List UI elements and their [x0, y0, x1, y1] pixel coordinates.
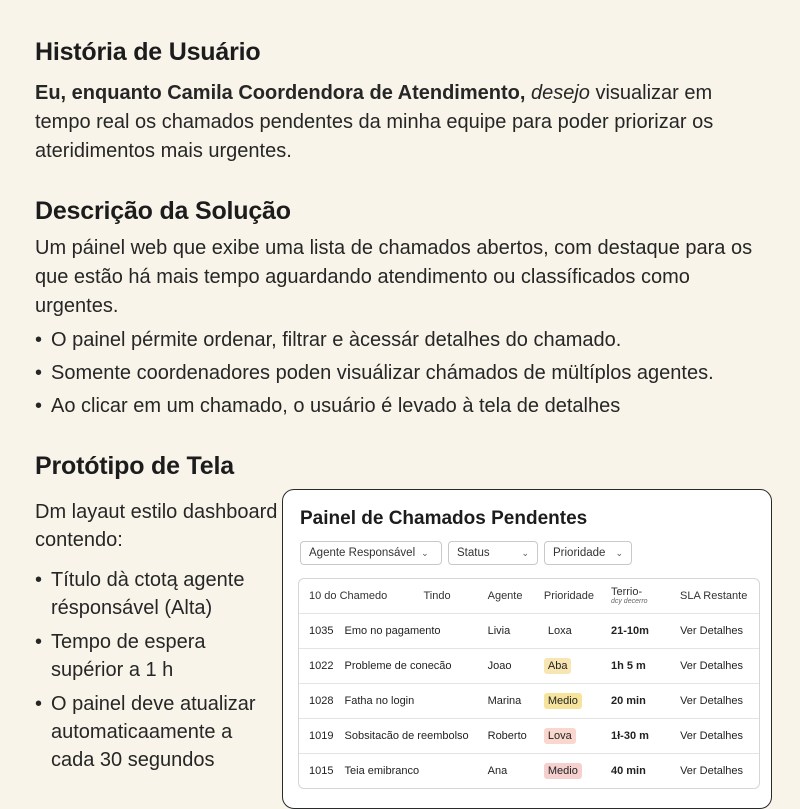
ticket-id: 1015: [309, 765, 334, 777]
story-body-text: visualizar em tempo real os chamados pendentes da minha equipe para poder priorizar os ateridimentos mais urgentes.: [35, 82, 714, 162]
filter-label: Agente Responsável: [309, 547, 416, 559]
filter-label: Status: [457, 547, 490, 559]
view-details-link[interactable]: Ver Detalhes: [680, 730, 744, 742]
priority-badge: Lova: [544, 728, 576, 744]
ticket-title: Emo no pagamento: [344, 625, 441, 637]
table-header-row: [299, 579, 759, 613]
solution-bullet-list: [35, 324, 775, 423]
prototype-heading: Protótipo de Tela: [35, 452, 234, 480]
ticket-wait-time: 21-10m: [610, 625, 649, 637]
ticket-wait-time: 1ł-30 m: [610, 730, 649, 742]
agent-filter-select[interactable]: [300, 541, 442, 565]
ticket-priority: [544, 658, 611, 674]
prototype-bullet: • Tempo de espera supérior a 1 h: [35, 628, 280, 684]
column-header-sub: dcy decerro: [610, 598, 648, 605]
solution-heading: Descrição da Solução: [35, 197, 291, 225]
table-row[interactable]: [299, 613, 759, 648]
ticket-title: Fatha no login: [344, 695, 415, 707]
ticket-agent: Roberto: [487, 730, 527, 742]
status-filter-select[interactable]: [448, 541, 538, 565]
prototype-bullet: • Título dà ctotą agente résponsável (Alta): [35, 566, 280, 622]
column-header: SLA Restante: [680, 590, 748, 602]
column-header: Agente: [487, 590, 523, 602]
column-header: 10 do Chamedo: [309, 590, 388, 602]
ticket-priority: [544, 623, 611, 639]
ticket-wait-time: 40 min: [610, 765, 646, 777]
story-bold-text: Eu, enquanto Camila Coordendora de Atendimento,: [35, 82, 526, 104]
ticket-id: 1035: [309, 625, 334, 637]
column-header-main: Terrio-: [610, 586, 643, 598]
priority-badge: Loxa: [547, 625, 572, 637]
view-details-link[interactable]: Ver Detalhes: [680, 625, 744, 637]
story-heading: História de Usuário: [35, 38, 261, 66]
chevron-down-icon: ⌄: [521, 547, 529, 558]
tickets-table: [298, 578, 760, 789]
solution-paragraph: Um páinel web que exibe uma lista de chamados abertos, com destaque para os que estão há mais tempo aguardando atendimento ou classíficados como urgentes.: [35, 237, 753, 317]
ticket-wait-time: 1h 5 m: [610, 660, 646, 672]
ticket-wait-time: 20 min: [610, 695, 646, 707]
prototype-description: [35, 498, 280, 780]
ticket-priority: [544, 763, 611, 779]
prototype-bullet-list: [35, 566, 280, 774]
priority-filter-select[interactable]: [544, 541, 632, 565]
view-details-link[interactable]: Ver Detalhes: [680, 660, 744, 672]
story-paragraph: [35, 79, 765, 166]
chevron-down-icon: ⌄: [421, 547, 429, 558]
table-row[interactable]: [299, 753, 759, 788]
ticket-id: 1028: [309, 695, 334, 707]
column-header: Prioridade: [543, 590, 594, 602]
ticket-title: Teia emibranco: [344, 765, 420, 777]
story-italic-text: desejo: [530, 82, 590, 104]
filter-label: Prioridade: [553, 547, 606, 559]
table-row[interactable]: [299, 718, 759, 753]
ticket-agent: Marina: [487, 695, 522, 707]
ticket-id: 1019: [309, 730, 334, 742]
ticket-title: Probleme de conecão: [344, 660, 452, 672]
solution-bullet: • Ao clicar em um chamado, o usuário é levado à tela de detalhes: [35, 390, 775, 423]
priority-badge: Aba: [544, 658, 572, 674]
ticket-agent: Joao: [487, 660, 512, 672]
solution-bullet: • O painel pérmite ordenar, filtrar e àcessár detalhes do chamado.: [35, 324, 775, 357]
view-details-link[interactable]: Ver Detalhes: [680, 695, 744, 707]
priority-badge: Medio: [544, 763, 582, 779]
dashboard-mockup-card: [282, 489, 772, 809]
ticket-agent: Livia: [487, 625, 511, 637]
prototype-intro: Dm layaut estilo dashboard contendo:: [35, 501, 278, 551]
chevron-down-icon: ⌄: [615, 547, 623, 558]
column-header: [611, 586, 680, 606]
column-header: Tindo: [423, 590, 451, 602]
ticket-agent: Ana: [487, 765, 508, 777]
ticket-id: 1022: [309, 660, 334, 672]
table-row[interactable]: [299, 683, 759, 718]
panel-title: Painel de Chamados Pendentes: [300, 508, 588, 529]
ticket-priority: [544, 693, 611, 709]
priority-badge: Medio: [544, 693, 582, 709]
filter-bar: [300, 541, 632, 565]
ticket-priority: [544, 728, 611, 744]
view-details-link[interactable]: Ver Detalhes: [680, 765, 744, 777]
prototype-bullet: • O painel deve atualizar automaticaamente a cada 30 segundos: [35, 690, 280, 774]
solution-bullet: • Somente coordenadores poden visuálizar chámados de mültíplos agentes.: [35, 357, 775, 390]
table-row[interactable]: [299, 648, 759, 683]
ticket-title: Sobsitacão de reembolso: [344, 730, 469, 742]
